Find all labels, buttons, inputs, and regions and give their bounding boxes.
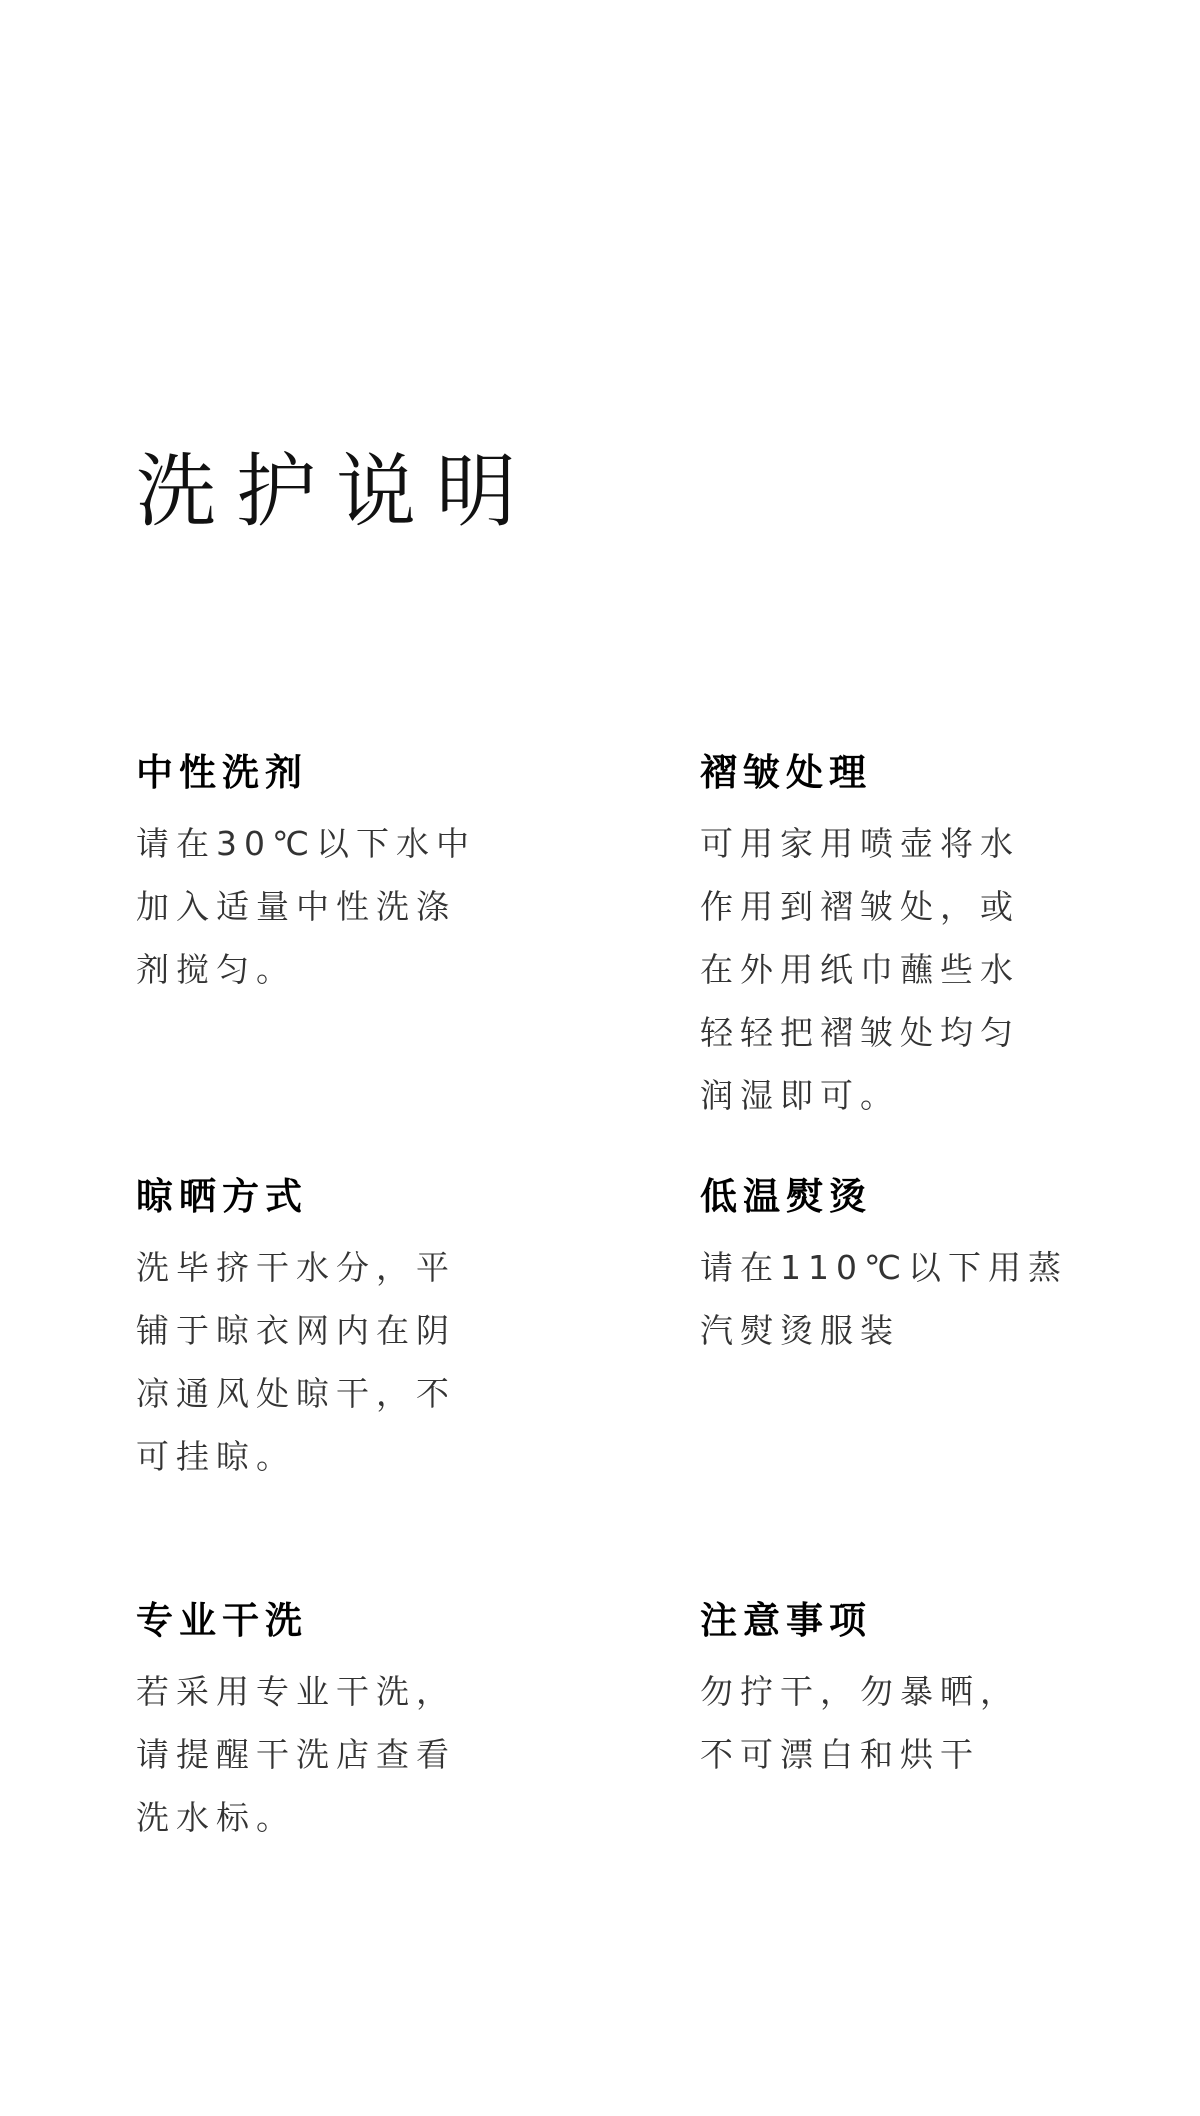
section-drying-method <box>136 1172 576 1488</box>
section-body <box>700 1236 1140 1362</box>
section-professional-dry-clean <box>136 1596 576 1849</box>
section-body <box>136 1236 576 1488</box>
body-line: 在外用纸巾蘸些水 <box>700 950 1020 989</box>
section-body <box>136 1660 576 1849</box>
body-line: 润湿即可。 <box>700 1076 900 1115</box>
section-heading: 褶皱处理 <box>700 751 872 794</box>
body-line: 凉通风处晾干，不 <box>136 1374 456 1413</box>
section-heading: 低温熨烫 <box>700 1175 872 1218</box>
body-line: 汽熨烫服装 <box>700 1311 900 1350</box>
section-heading: 注意事项 <box>700 1599 872 1642</box>
section-body <box>700 1660 1140 1786</box>
body-line: 轻轻把褶皱处均匀 <box>700 1013 1020 1052</box>
section-body <box>136 812 576 1001</box>
body-line: 铺于晾衣网内在阴 <box>136 1311 456 1350</box>
section-low-temp-ironing <box>700 1172 1140 1362</box>
body-line: 洗毕挤干水分，平 <box>136 1248 456 1287</box>
body-line: 请在30℃以下水中 <box>136 824 477 863</box>
body-line: 加入适量中性洗涤 <box>136 887 456 926</box>
body-line: 可用家用喷壶将水 <box>700 824 1020 863</box>
body-line: 请在110℃以下用蒸 <box>700 1248 1069 1287</box>
section-heading: 专业干洗 <box>136 1599 308 1642</box>
body-line: 若采用专业干洗， <box>136 1672 456 1711</box>
page-title: 洗护说明 <box>136 445 536 538</box>
body-line: 可挂晾。 <box>136 1437 296 1476</box>
section-heading: 中性洗剂 <box>136 751 308 794</box>
body-line: 不可漂白和烘干 <box>700 1735 980 1774</box>
body-line: 作用到褶皱处，或 <box>700 887 1020 926</box>
section-neutral-detergent <box>136 748 576 1001</box>
body-line: 剂搅匀。 <box>136 950 296 989</box>
body-line: 洗水标。 <box>136 1798 296 1837</box>
body-line: 请提醒干洗店查看 <box>136 1735 456 1774</box>
section-heading: 晾晒方式 <box>136 1175 308 1218</box>
body-line: 勿拧干，勿暴晒， <box>700 1672 1020 1711</box>
section-wrinkle-treatment <box>700 748 1140 1127</box>
section-body <box>700 812 1140 1127</box>
section-precautions <box>700 1596 1140 1786</box>
